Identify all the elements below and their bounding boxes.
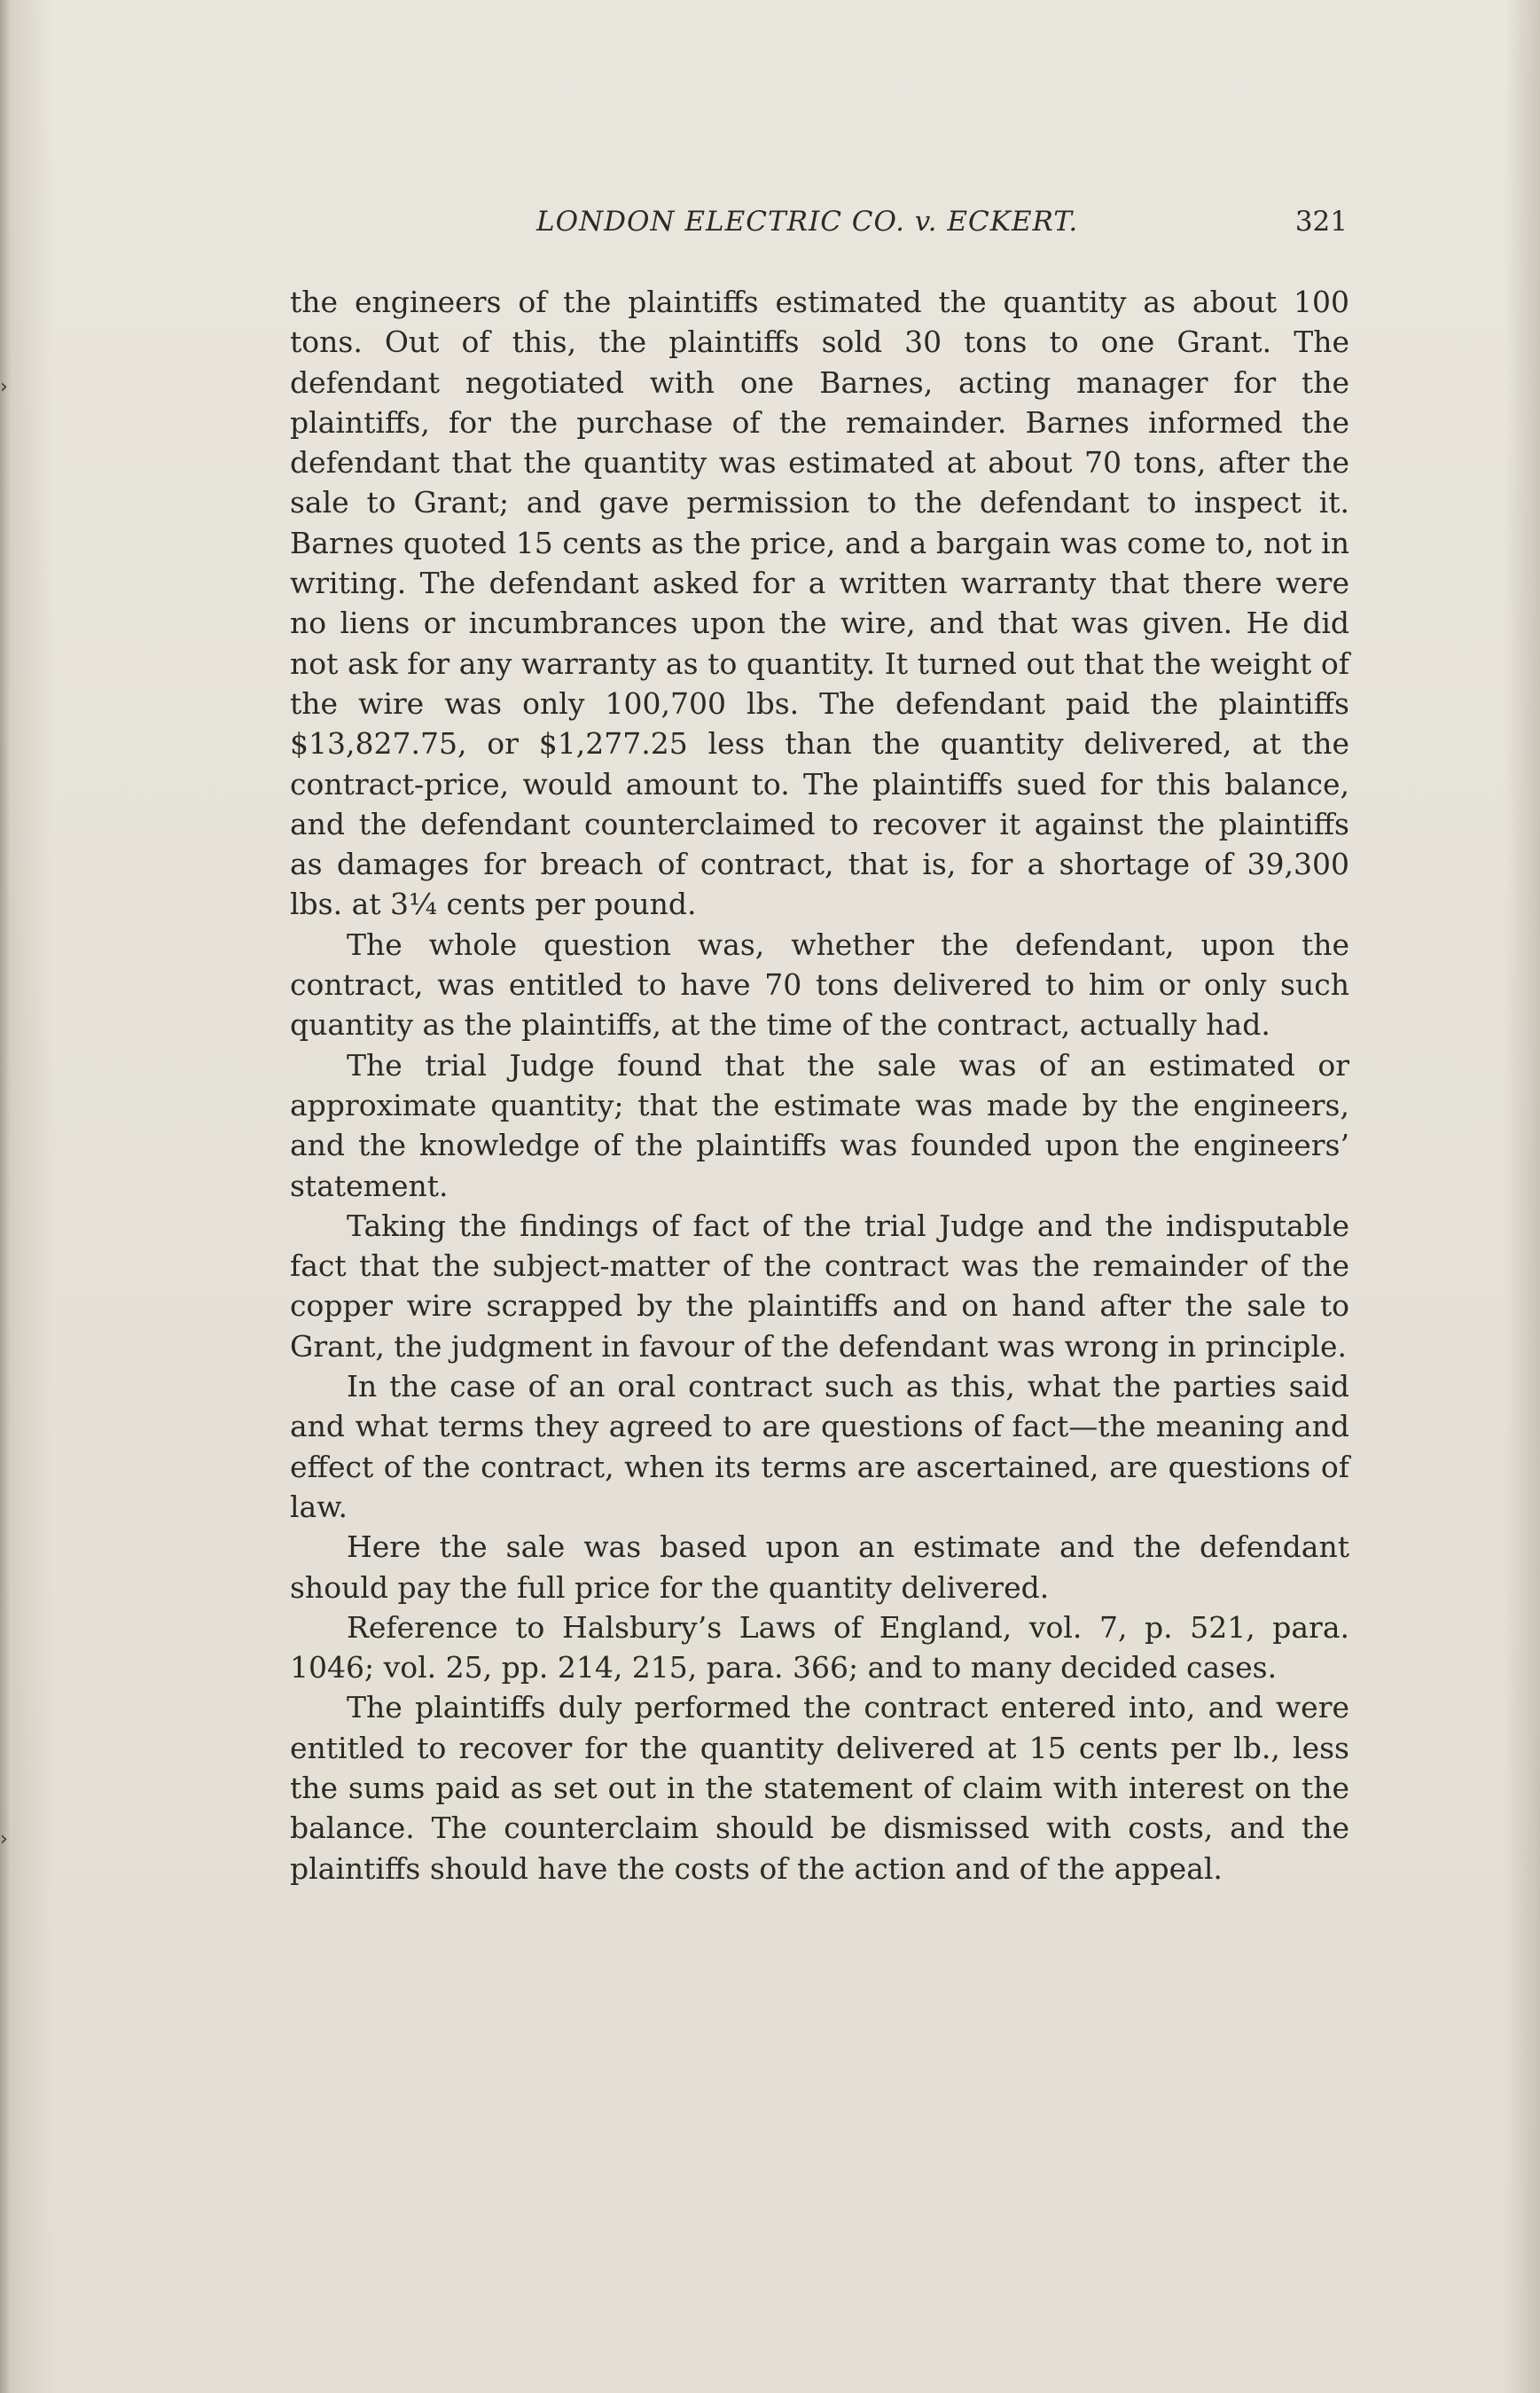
page-number: 321 — [1294, 206, 1348, 238]
paragraph: In the case of an oral contract such as this, what the parties said and what terms they agreed to are questions of fact—the meaning and effect of the contract, when its terms are ascertained, are questions of law. — [290, 1369, 1349, 1524]
running-head: LONDON ELECTRIC CO. v. ECKERT. — [536, 206, 1079, 238]
paragraph: The trial Judge found that the sale was of an estimated or approximate quantity; that the estimate was made by the engineers, and the knowledge of the plaintiffs was founded upon the engineers’ statement. — [290, 1047, 1349, 1203]
paragraph: The plaintiffs duly performed the contract entered into, and were entitled to recover for the quantity delivered at 15 cents per lb., less the sums paid as set out in the statement of claim with interest on the balance. The counterclaim should be dismissed with costs, and the plaintiffs should have the costs of the action and of the appeal. — [290, 1690, 1349, 1886]
paragraph: Here the sale was based upon an estimate and the defendant should pay the full price for the quantity delivered. — [290, 1529, 1349, 1605]
paragraph: Reference to Halsbury’s Laws of England, vol. 7, p. 521, para. 1046; vol. 25, pp. 214, 215, para. 366; and to many decided cases. — [290, 1609, 1349, 1685]
paragraph: The whole question was, whether the defendant, upon the contract, was entitled to have 70 tons delivered to him or only such quantity as the plaintiffs, at the time of the contract, actually had. — [290, 927, 1349, 1043]
paragraph: Taking the findings of fact of the trial Judge and the indisputable fact that the subject-matter of the contract was the remainder of the copper wire scrapped by the plaintiffs and on hand after the sale to Grant, the judgment in favour of the defendant was wrong in principle. — [290, 1208, 1349, 1364]
body-text — [290, 282, 1349, 1889]
paragraph-continued: the engineers of the plaintiffs estimated the quantity as about 100 tons. Out of this, the plaintiffs sold 30 tons to one Grant. The defendant negotiated with one Barnes, acting manager for the plaintiffs, for the purchase of the remainder. Barnes informed the defendant that the quantity was estimated at about 70 tons, after the sale to Grant; and gave permission to the defendant to inspect it. Barnes quoted 15 cents as the price, and a bargain was come to, not in writing. The defendant asked for a written warranty that there were no liens or incumbrances upon the wire, and that was given. He did not ask for any warranty as to quantity. It turned out that the weight of the wire was only 100,700 lbs. The defendant paid the plaintiffs $13,827.75, or $1,277.25 less than the quantity delivered, at the contract-price, would amount to. The plaintiffs sued for this balance, and the defendant counterclaimed to recover it against the plaintiffs as damages for breach of contract, that is, for a shortage of 39,300 lbs. at 3¼ cents per pound. — [290, 285, 1349, 922]
margin-mark: › — [0, 376, 8, 398]
margin-mark: › — [0, 1828, 8, 1850]
page-header — [536, 206, 1348, 245]
